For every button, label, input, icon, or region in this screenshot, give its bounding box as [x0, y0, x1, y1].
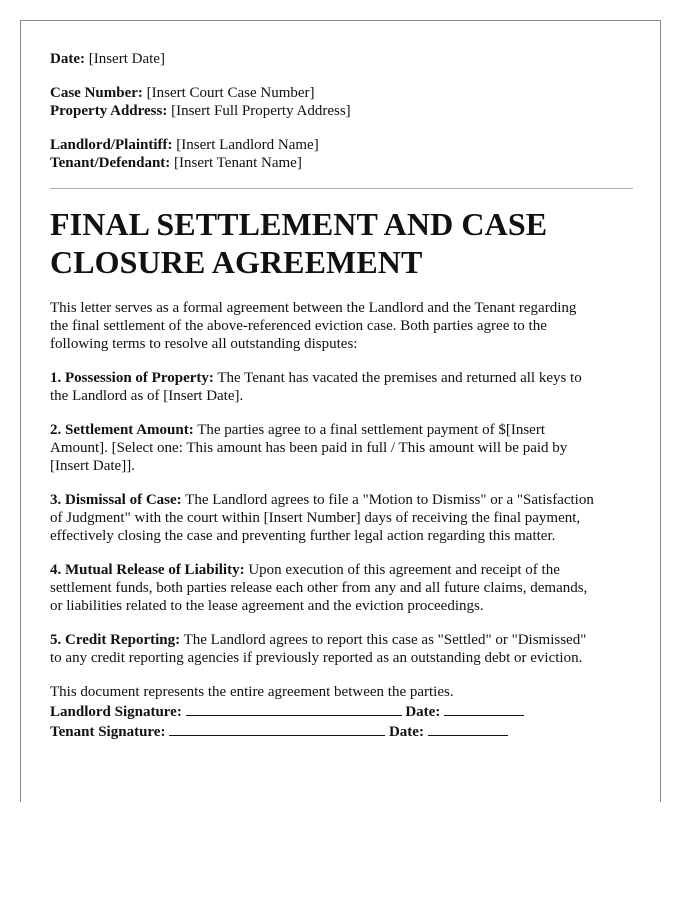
tenant-date-label: Date: [388, 724, 424, 740]
term-heading: 3. Dismissal of Case: [50, 492, 182, 508]
landlord-date-label: Date: [405, 704, 441, 720]
divider [50, 188, 633, 189]
term-text: The Landlord agrees to report this case as "Settled" or "Dismissed" [180, 632, 587, 648]
term-heading: 4. Mutual Release of Liability: [50, 562, 245, 578]
title-line-2: CLOSURE AGREEMENT [50, 244, 423, 280]
term-settlement-amount [50, 421, 633, 475]
landlord-signature-row [50, 701, 633, 721]
term-text: the Landlord as of [Insert Date]. [50, 388, 244, 404]
term-text: [Insert Date]]. [50, 458, 135, 474]
term-text: or liabilities related to the lease agreement and the eviction proceedings. [50, 598, 484, 614]
term-text: settlement funds, both parties release each other from any and all future claims, demands, [50, 580, 588, 596]
property-address-label: Property Address: [50, 103, 168, 119]
landlord-date-line[interactable] [444, 701, 524, 716]
title-line-1: FINAL SETTLEMENT AND CASE [50, 206, 548, 242]
case-number-line [50, 84, 633, 102]
landlord-signature-line[interactable] [186, 701, 402, 716]
tenant-value: [Insert Tenant Name] [174, 155, 302, 171]
case-number-label: Case Number: [50, 85, 143, 101]
intro-paragraph [50, 299, 633, 353]
landlord-label: Landlord/Plaintiff: [50, 137, 173, 153]
term-text: The Landlord agrees to file a "Motion to Dismiss" or a "Satisfaction [181, 492, 594, 508]
property-address-value: [Insert Full Property Address] [171, 103, 351, 119]
term-heading: 2. Settlement Amount: [50, 422, 194, 438]
term-heading: 5. Credit Reporting: [50, 632, 181, 648]
tenant-signature-label: Tenant Signature: [50, 724, 166, 740]
document-page [20, 20, 661, 802]
intro-line: This letter serves as a formal agreement between the Landlord and the Tenant regarding [50, 300, 577, 316]
term-text: to any credit reporting agencies if previously reported as an outstanding debt or eviction. [50, 650, 583, 666]
term-heading: 1. Possession of Property: [50, 370, 214, 386]
case-number-value: [Insert Court Case Number] [146, 85, 315, 101]
term-text: of Judgment" with the court within [Insert Number] days of receiving the final payment, [50, 510, 581, 526]
date-label: Date: [50, 51, 85, 67]
closing-statement: This document represents the entire agreement between the parties. [50, 684, 454, 700]
term-text: The Tenant has vacated the premises and returned all keys to [213, 370, 582, 386]
date-value: [Insert Date] [88, 51, 165, 67]
landlord-line [50, 136, 633, 154]
tenant-label: Tenant/Defendant: [50, 155, 171, 171]
property-address-line [50, 102, 633, 120]
intro-line: following terms to resolve all outstanding disputes: [50, 336, 358, 352]
tenant-line [50, 154, 633, 172]
term-text: Upon execution of this agreement and receipt of the [244, 562, 560, 578]
term-text: Amount]. [Select one: This amount has been paid in full / This amount will be paid by [50, 440, 568, 456]
landlord-signature-label: Landlord Signature: [50, 704, 182, 720]
landlord-value: [Insert Landlord Name] [176, 137, 319, 153]
term-text: The parties agree to a final settlement payment of $[Insert [193, 422, 545, 438]
date-line [50, 50, 633, 68]
term-credit-reporting [50, 631, 633, 667]
term-text: effectively closing the case and preventing further legal action regarding this matter. [50, 528, 556, 544]
intro-line: the final settlement of the above-referenced eviction case. Both parties agree to the [50, 318, 547, 334]
tenant-signature-line[interactable] [169, 721, 385, 736]
document-title [50, 205, 633, 281]
term-dismissal [50, 491, 633, 545]
term-possession [50, 369, 633, 405]
tenant-date-line[interactable] [428, 721, 508, 736]
tenant-signature-row [50, 721, 633, 741]
term-mutual-release [50, 561, 633, 615]
document-content [50, 50, 633, 741]
